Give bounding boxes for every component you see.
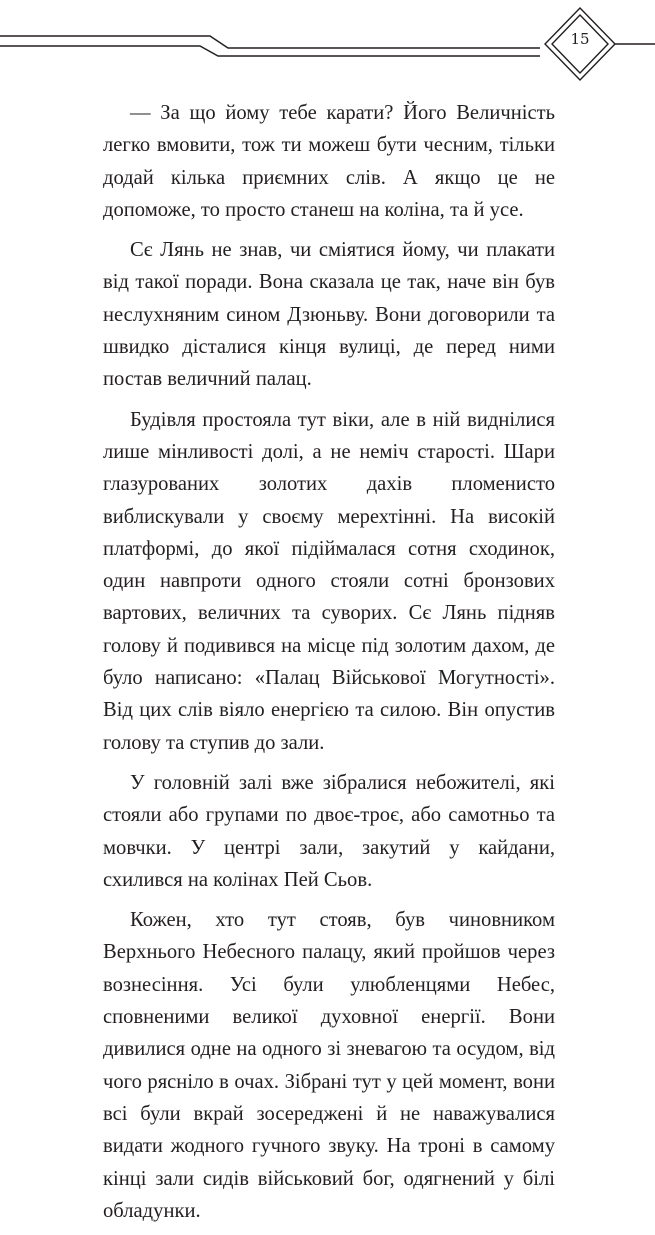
paragraph-5: Кожен, хто тут стояв, був чиновником Верхнього Небесного палацу, який пройшов через вознесіння. Усі були улюбленцями Небес, сповненими великої духовної енергії. Вони дивилися одне на одного зі зневагою та осудом, від чого рясніло в очах. Зібрані тут у цей момент, вони всі були вкрай зосереджені й не наважувалися видати жодного гучного звуку. На троні в самому кінці зали сидів військовий бог, одягнений у білі обладунки. bbox=[103, 909, 555, 1222]
body-text bbox=[103, 97, 555, 1235]
paragraph-3: Будівля простояла тут віки, але в ній виднілися лише мінливості долі, а не неміч старості. Шари глазурованих золотих дахів пломенисто виблискували у своєму мерехтінні. На високій платформі, до якої підіймалася сотня сходинок, один навпроти одного стояли сотні бронзових вартових, величних та суворих. Сє Лянь підняв голову й подивився на місце під золотим дахом, де було написано: «Палац Військової Могутності». Від цих слів віяло енергією та силою. Він опустив голову та ступив до зали. bbox=[103, 408, 555, 754]
header-ornament bbox=[0, 0, 655, 90]
paragraph-2: Сє Лянь не знав, чи сміятися йому, чи плакати від такої поради. Вона сказала це так, наче він був неслухняним сином Дзюньву. Вони договорили та швидко дісталися кінця вулиці, де перед ними постав величний палац. bbox=[103, 239, 555, 391]
paragraph-1: — За що йому тебе карати? Його Величність легко вмовити, тож ти можеш бути чесним, тільки додай кілька приємних слів. А якщо це не допоможе, то просто станеш на коліна, та й усе. bbox=[103, 102, 555, 221]
page-number: 15 bbox=[570, 30, 590, 48]
paragraph-4: У головній залі вже зібралися небожителі, які стояли або групами по двоє-троє, або самотньо та мовчки. У центрі зали, закутий у кайдани, схилився на колінах Пей Сьов. bbox=[103, 771, 555, 891]
